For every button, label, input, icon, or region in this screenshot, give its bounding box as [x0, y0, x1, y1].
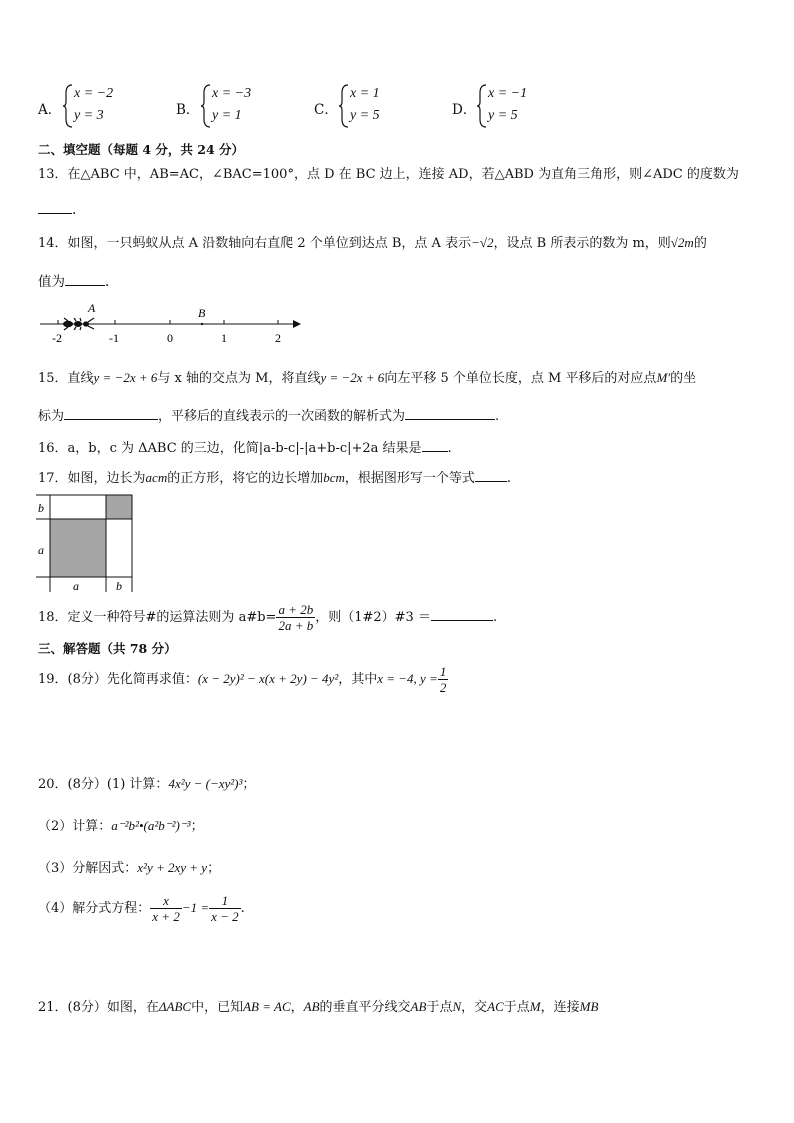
q20-text: ； [242, 777, 256, 792]
q21-math: M [529, 999, 541, 1014]
section-heading-fill-in: 二、填空题（每题 4 分，共 24 分） [38, 142, 245, 157]
equation-y: y = 3 [74, 108, 104, 123]
answer-blank[interactable] [431, 606, 493, 621]
q15-text: 15．直线 [38, 371, 94, 386]
q21-text: 于点 [503, 1000, 530, 1015]
fraction-numerator: 1 [439, 664, 447, 679]
q21-text: ，交 [461, 1000, 488, 1015]
equation-y: y = 5 [350, 108, 380, 123]
q14-text: ，设点 B 所表示的数为 m，则 [493, 236, 671, 251]
answer-blank[interactable] [475, 467, 507, 482]
question-15-answer-line [38, 405, 499, 426]
q19-fraction [438, 664, 449, 695]
q21-math: AB [410, 999, 427, 1014]
q20-text: ； [207, 861, 221, 876]
question-20-part-2 [38, 817, 204, 836]
question-20-part-4 [38, 888, 245, 929]
fraction-numerator: x [150, 893, 182, 909]
q20-text: ； [190, 819, 204, 834]
fraction-denominator: 2a + b [278, 618, 314, 633]
q20-expression: 4x²y − (−xy²)³ [168, 776, 243, 791]
q17-acm: acm [145, 470, 168, 485]
q19-text: 19．(8分）先化简再求值： [38, 672, 198, 687]
q20-expression: x²y + 2xy + y [137, 860, 208, 875]
q19-condition: x = −4, y = [377, 671, 438, 686]
equation-x: x = 1 [350, 86, 380, 101]
q20-text: （3）分解因式： [38, 861, 138, 876]
label-b-bottom: b [116, 579, 122, 593]
q17-text: 17．如图，边长为 [38, 471, 146, 486]
q15-text: ，平移后的直线表示的一次函数的解析式为 [158, 409, 406, 424]
q16-text: 16．a，b，c 为 ΔABC 的三边，化简|a-b-c|-|a+b-c|+2a 结果是 [38, 441, 422, 456]
q21-text: 21．(8分）如图，在 [38, 1000, 159, 1015]
fraction-numerator: a + 2b [278, 602, 314, 617]
q18-text: ，则（1#2）#3 ＝ [315, 610, 431, 625]
choice-label: D． [452, 102, 477, 118]
tick-label: 1 [221, 331, 227, 345]
tick-label: -2 [52, 331, 62, 345]
answer-blank[interactable] [38, 199, 72, 214]
answer-blank[interactable] [422, 437, 448, 452]
q20-text: （4）解分式方程： [38, 901, 151, 916]
choice-label: B． [176, 102, 200, 118]
tick-label: 2 [275, 331, 281, 345]
question-14-answer-line [38, 271, 109, 291]
q15-text: 标为 [38, 409, 65, 424]
fraction-numerator: 1 [209, 893, 241, 909]
question-13-answer-line [38, 199, 76, 219]
q21-math: AB = AC [243, 999, 291, 1014]
q21-math: N [452, 999, 462, 1014]
brace-icon [200, 83, 212, 129]
question-13: 13．在△ABC 中，AB=AC，∠BAC=100°，点 D 在 BC 边上，连接 AD，若△ABD 为直角三角形，则∠ADC 的度数为 [38, 167, 739, 182]
q15-text: 的坐 [670, 371, 697, 386]
q21-math: MB [579, 999, 599, 1014]
point-b-label: B [198, 306, 206, 320]
q19-expression: (x − 2y)² − x(x + 2y) − 4y² [197, 671, 339, 686]
q15-equation: y = −2x + 6 [93, 370, 158, 385]
question-16 [38, 437, 452, 458]
q14-neg-root: −√2 [471, 235, 494, 250]
q21-math: AB [303, 999, 320, 1014]
q17-bcm: bcm [323, 470, 345, 485]
equation-x: x = −2 [74, 86, 114, 101]
q20-expression: −1 = [181, 900, 210, 915]
choice-c [314, 83, 434, 129]
question-14 [38, 234, 707, 253]
q21-math: ΔABC [158, 999, 192, 1014]
q20-fraction-right [209, 893, 241, 924]
q21-text: 的垂直平分线交 [319, 1000, 411, 1015]
equation-y: y = 5 [488, 108, 518, 123]
question-15 [38, 369, 696, 388]
q21-text: ， [290, 1000, 304, 1015]
tick-label: 0 [167, 331, 173, 345]
point-a-label: A [88, 301, 96, 315]
choice-label: C． [314, 102, 338, 118]
q17-text: ，根据图形写一个等式 [344, 471, 475, 486]
fraction-denominator: x − 2 [211, 909, 239, 924]
q15-text: 向左平移 5 个单位长度，点 M 平移后的对应点 [384, 371, 657, 386]
brace-icon [338, 83, 350, 129]
choice-d [452, 83, 572, 129]
section-heading-answers: 三、解答题（共 78 分） [38, 641, 177, 656]
brace-icon [476, 83, 488, 129]
q14-text: 的 [693, 236, 707, 251]
q15-text: 与 x 轴的交点为 M，将直线 [157, 371, 321, 386]
period: . [447, 441, 452, 456]
choice-label: A． [38, 102, 62, 118]
label-a-bottom: a [73, 579, 79, 593]
question-18 [38, 598, 497, 638]
q14-expr: √2m [670, 235, 694, 250]
q14-text: 值为 [38, 274, 65, 290]
question-21 [38, 998, 598, 1017]
tick-label: -1 [109, 331, 119, 345]
q20-text: 20．(8分）(1) 计算： [38, 777, 169, 792]
number-line-figure [38, 300, 308, 346]
fraction-denominator: x + 2 [152, 909, 180, 924]
period: . [506, 471, 512, 486]
question-17 [38, 467, 511, 488]
brace-icon [62, 83, 74, 129]
q15-equation: y = −2x + 6 [320, 370, 385, 385]
period: . [492, 610, 498, 625]
q18-text: 18．定义一种符号#的运算法则为 a#b= [38, 610, 277, 625]
question-20-part-1 [38, 775, 255, 794]
label-b-left: b [38, 501, 44, 515]
question-19 [38, 659, 448, 700]
q14-text: 14．如图，一只蚂蚁从点 A 沿数轴向右直爬 2 个单位到达点 B，点 A 表示 [38, 236, 472, 251]
answer-blank[interactable] [64, 405, 158, 420]
period: . [72, 202, 77, 218]
q19-text: ，其中 [338, 672, 378, 687]
q15-mprime: M′ [656, 370, 671, 385]
q21-text: 于点 [426, 1000, 453, 1015]
equation-y: y = 1 [212, 108, 242, 123]
choice-a [38, 83, 158, 129]
square-figure [36, 492, 136, 594]
q21-math: AC [487, 999, 504, 1014]
q20-expression: a⁻²b²•(a²b⁻²)⁻³ [111, 818, 191, 833]
equation-x: x = −1 [488, 86, 528, 101]
period: . [495, 409, 500, 424]
equation-x: x = −3 [212, 86, 252, 101]
question-20-part-3 [38, 859, 220, 878]
q17-text: 的正方形，将它的边长增加 [167, 471, 324, 486]
q18-fraction [276, 602, 315, 633]
q20-fraction-left [150, 893, 182, 924]
label-a-left: a [38, 543, 44, 557]
answer-blank[interactable] [405, 405, 495, 420]
fraction-denominator: 2 [439, 680, 447, 695]
choice-b [176, 83, 296, 129]
period: . [105, 274, 110, 290]
answer-blank[interactable] [65, 271, 105, 286]
q21-text: ，连接 [540, 1000, 580, 1015]
q21-text: 中，已知 [191, 1000, 244, 1015]
q20-text: （2）计算： [38, 819, 112, 834]
period: . [240, 901, 245, 916]
